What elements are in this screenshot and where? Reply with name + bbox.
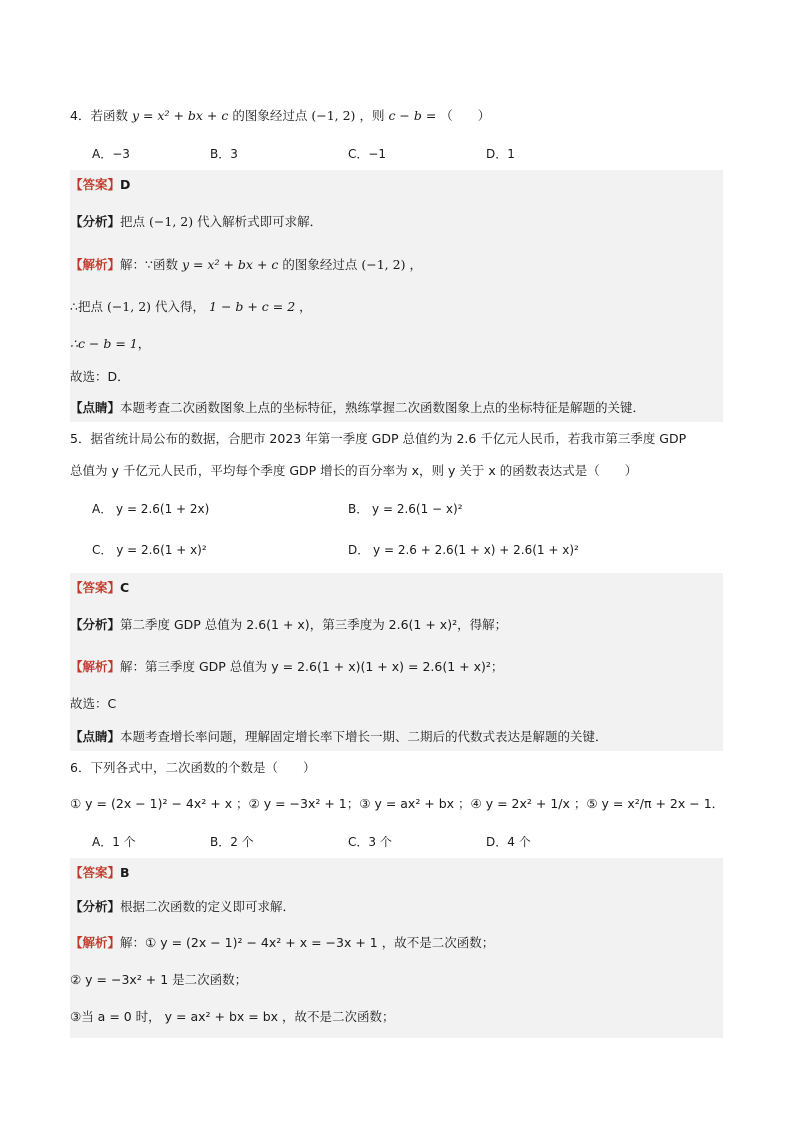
q6-solution-tag: 【解析】 — [70, 935, 121, 950]
q5-answer-value: C — [120, 580, 130, 595]
q4-analysis-text: 把点 — [120, 214, 146, 229]
q5-answer-tag: 【答案】 — [70, 580, 121, 595]
q6-analysis-tag: 【分析】 — [70, 899, 121, 914]
q6-option-b: B．2 个 — [210, 835, 254, 849]
q5-option-d: D． y = 2.6 + 2.6(1 + x) + 2.6(1 + x)² — [348, 543, 579, 557]
q4-solution-text-2: 的图象经过点 — [282, 257, 358, 272]
q5-stem-line-2: 总值为 y 千亿元人民币，平均每个季度 GDP 增长的百分率为 x，则 y 关于 x 的函数表达式是（ ） — [70, 463, 638, 478]
q4-step-1-point: (−1, 2) — [106, 299, 152, 314]
q6-analysis-text: 根据二次函数的定义即可求解． — [120, 899, 296, 914]
q4-stem — [70, 106, 722, 126]
q4-stem-expr-2: c − b = — [388, 108, 437, 123]
q4-solution-text-3: ， — [409, 257, 422, 272]
q5-option-c: C． y = 2.6(1 + x)² — [92, 543, 207, 557]
q6-answer-tag: 【答案】 — [70, 865, 121, 880]
q5-option-a: A． y = 2.6(1 + 2x) — [92, 502, 210, 516]
q4-step-1 — [70, 297, 722, 317]
q4-analysis-tag: 【分析】 — [70, 214, 121, 229]
q5-solution — [70, 657, 722, 677]
q4-comment-tag: 【点睛】 — [70, 400, 121, 415]
q4-answer-value: D — [120, 177, 131, 192]
q4-stem-text-4: （ ） — [440, 108, 491, 123]
q4-step-1-text: ∴把点 — [70, 299, 103, 314]
q4-stem-text-2: 的图象经过点 — [232, 108, 308, 123]
q4-answer — [70, 175, 722, 195]
q5-stem-line-1: 5．据省统计局公布的数据，合肥市 2023 年第一季度 GDP 总值约为 2.6 千亿元人民币，若我市第三季度 GDP — [70, 431, 687, 446]
q6-items: ① y = (2x − 1)² − 4x² + x ；② y = −3x² + 1；③ y = ax² + bx ；④ y = 2x² + 1/x ；⑤ y = x²/π + 2x − 1． — [70, 796, 725, 811]
q5-analysis — [70, 615, 722, 635]
q4-analysis — [70, 212, 722, 232]
q6-option-a: A．1 个 — [92, 835, 136, 849]
q4-solution-point: (−1, 2) — [361, 257, 406, 272]
q5-comment — [70, 727, 722, 747]
q4-option-d: D．1 — [486, 147, 515, 161]
q4-solution-tag: 【解析】 — [70, 257, 121, 272]
q4-solution — [70, 255, 722, 275]
q4-stem-expr: y = x² + bx + c — [131, 108, 229, 123]
q5-choice: 故选：C — [70, 696, 117, 711]
q4-solution-text: 解：∵函数 — [120, 257, 178, 272]
q4-answer-tag: 【答案】 — [70, 177, 121, 192]
q4-step-1-expr: 1 − b + c = 2 — [209, 299, 296, 314]
q6-step-1: ② y = −3x² + 1 是二次函数； — [70, 972, 248, 987]
q6-analysis — [70, 897, 722, 917]
q4-step-1-text-3: ， — [299, 299, 312, 314]
q4-step-2-expr: ∴c − b = 1 — [70, 336, 138, 351]
q6-solution-text: 解：① y = (2x − 1)² − 4x² + x = −3x + 1 ，故不是二次函数； — [120, 935, 495, 950]
q4-choice: 故选：D． — [70, 369, 130, 384]
q4-stem-point: (−1, 2) — [311, 108, 356, 123]
q4-option-c: C．−1 — [348, 147, 387, 161]
q4-comment-text: 本题考查二次函数图象上点的坐标特征，熟练掌握二次函数图象上点的坐标特征是解题的关键． — [120, 400, 646, 415]
q6-stem: 6．下列各式中，二次函数的个数是（ ） — [70, 760, 316, 775]
q4-comment — [70, 398, 722, 418]
q6-answer-value: B — [120, 865, 130, 880]
q4-solution-expr: y = x² + bx + c — [181, 257, 279, 272]
q4-stem-text: 4．若函数 — [70, 108, 128, 123]
q5-option-b: B． y = 2.6(1 − x)² — [348, 502, 463, 516]
q5-analysis-tag: 【分析】 — [70, 617, 121, 632]
q4-step-2 — [70, 334, 722, 354]
q4-option-a: A．−3 — [92, 147, 130, 161]
q4-step-2-text: ， — [137, 336, 151, 351]
q4-step-1-text-2: 代入得， — [155, 299, 206, 314]
q5-solution-text: 解：第三季度 GDP 总值为 y = 2.6(1 + x)(1 + x) = 2.6(1 + x)²； — [120, 659, 504, 674]
q4-stem-text-3: ，则 — [359, 108, 385, 123]
q6-option-d: D．4 个 — [486, 835, 531, 849]
q6-step-2: ③当 a = 0 时， y = ax² + bx = bx ，故不是二次函数； — [70, 1009, 395, 1024]
q6-solution — [70, 933, 722, 953]
q6-answer — [70, 863, 722, 883]
q5-analysis-text: 第二季度 GDP 总值为 2.6(1 + x)，第三季度为 2.6(1 + x)²，得解； — [120, 617, 508, 632]
q5-solution-tag: 【解析】 — [70, 659, 121, 674]
q5-comment-tag: 【点睛】 — [70, 729, 121, 744]
q4-analysis-point: (−1, 2) — [149, 214, 194, 229]
q5-comment-text: 本题考查增长率问题，理解固定增长率下增长一期、二期后的代数式表达是解题的关键． — [120, 729, 608, 744]
q5-answer — [70, 578, 722, 598]
q4-option-b: B．3 — [210, 147, 238, 161]
q4-analysis-text-2: 代入解析式即可求解． — [197, 214, 323, 229]
q6-option-c: C．3 个 — [348, 835, 392, 849]
